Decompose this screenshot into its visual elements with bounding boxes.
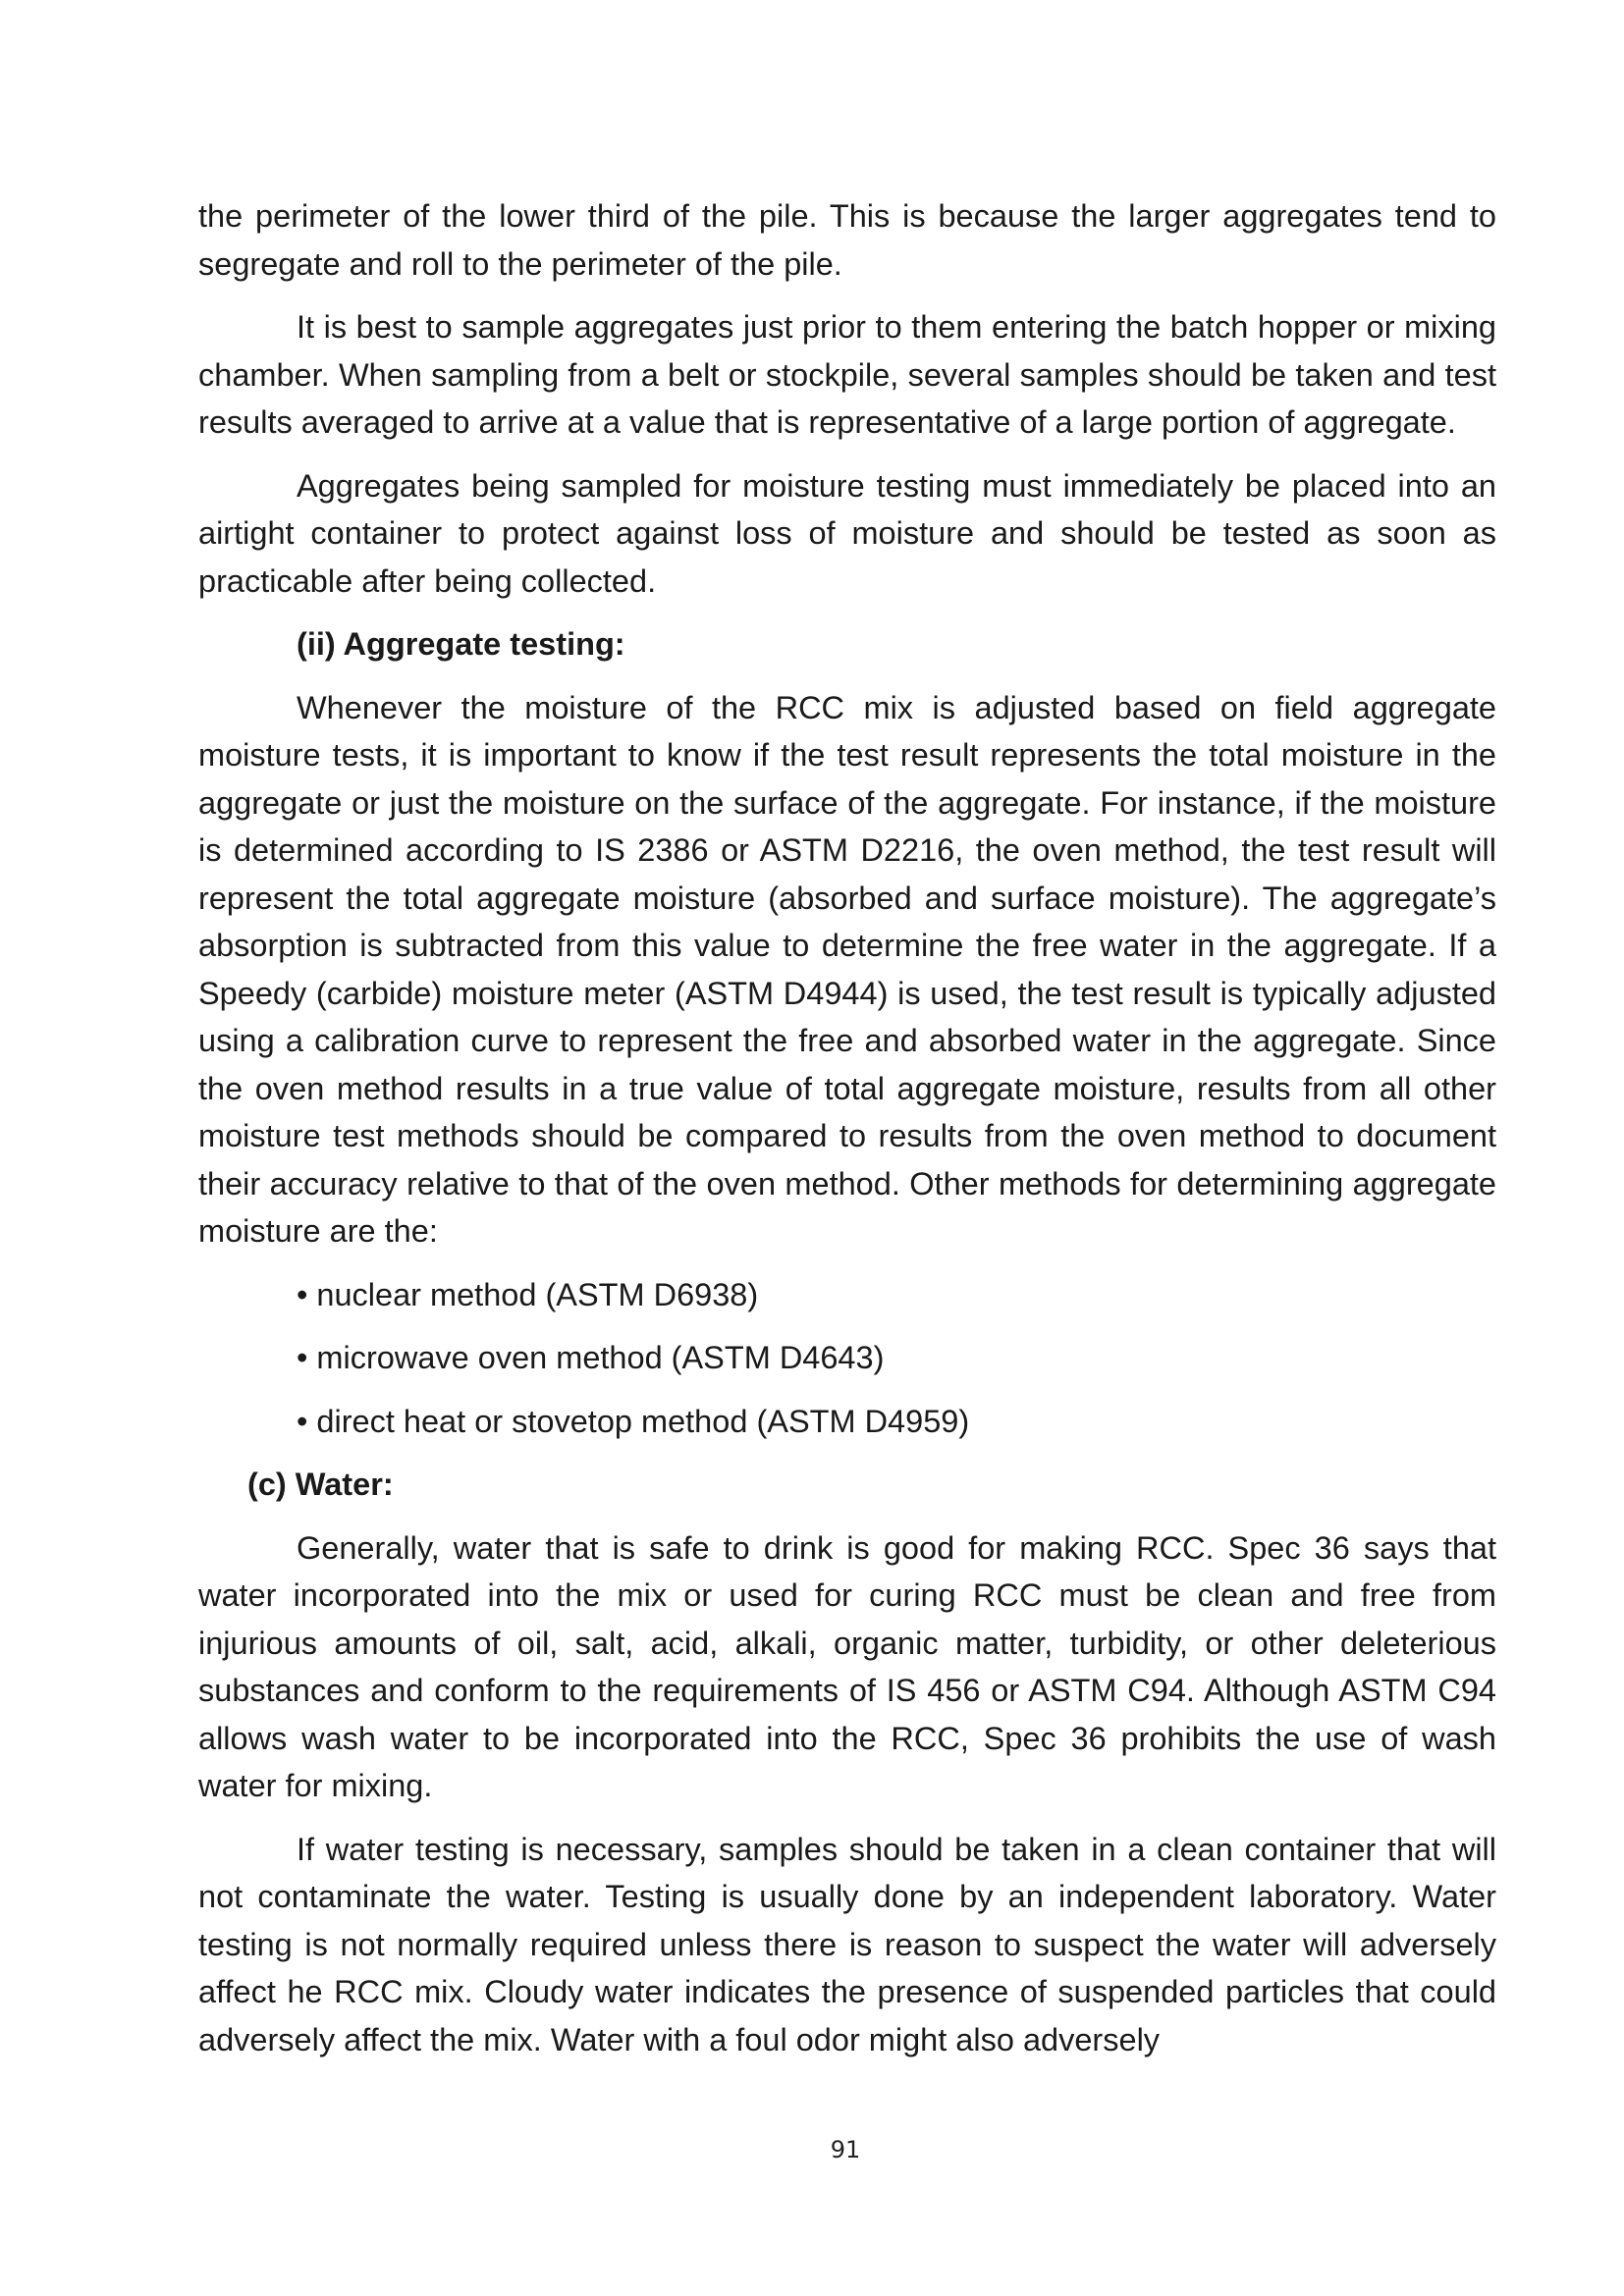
list-item: • direct heat or stovetop method (ASTM D4959) (297, 1403, 970, 1439)
list-item: • microwave oven method (ASTM D4643) (297, 1340, 885, 1375)
paragraph-sampling-timing: It is best to sample aggregates just prior to them entering the batch hopper or mixing chamber. When sampling from a belt or stockpile, several samples should be taken and test results averaged to arrive at a value that is representative of a large portion of aggregate. (198, 309, 1496, 440)
paragraph-water-quality: Generally, water that is safe to drink is good for making RCC. Spec 36 says that water incorporated into the mix or used for curing RCC must be clean and free from injurious amounts of oil, salt, acid, alkali, organic matter, turbidity, or other deleterious substances and conform to the requirements of IS 456 or ASTM C94. Although ASTM C94 allows wash water to be incorporated into the RCC, Spec 36 prohibits the use of wash water for mixing. (198, 1529, 1496, 1803)
heading-water: (c) Water: (247, 1467, 394, 1502)
document-page (198, 192, 1496, 2079)
page-number: 91 (830, 2136, 861, 2163)
list-item: • nuclear method (ASTM D6938) (297, 1276, 759, 1312)
paragraph-aggregate-moisture: Whenever the moisture of the RCC mix is adjusted based on field aggregate moisture tests, it is important to know if the test result represents the total moisture in the aggregate or just the moisture on the surface of the aggregate. For instance, if the moisture is determined according to IS 2386 or ASTM D2216, the oven method, the test result will represent the total aggregate moisture (absorbed and surface moisture). The aggregate’s absorption is subtracted from this value to determine the free water in the aggregate. If a Speedy (carbide) moisture meter (ASTM D4944) is used, the test result is typically adjusted using a calibration curve to represent the free and absorbed water in the aggregate. Since the oven method results in a true value of total aggregate moisture, results from all other moisture test methods should be compared to results from the oven method to document their accuracy relative to that of the oven method. Other methods for determining aggregate moisture are the: (198, 689, 1496, 1249)
paragraph-water-testing: If water testing is necessary, samples should be taken in a clean container that will not contaminate the water. Testing is usually done by an independent laboratory. Water testing is not normally required unless there is reason to suspect the water will adversely affect he RCC mix. Cloudy water indicates the presence of suspended particles that could adversely affect the mix. Water with a foul odor might also adversely (198, 1831, 1496, 2057)
moisture-methods-list (198, 1271, 1496, 1446)
paragraph-airtight-container: Aggregates being sampled for moisture testing must immediately be placed into an airtight container to protect against loss of moisture and should be tested as soon as practicable after being collected. (198, 467, 1496, 599)
paragraph-pile-perimeter: the perimeter of the lower third of the pile. This is because the larger aggregates tend to segregate and roll to the perimeter of the pile. (198, 198, 1496, 282)
heading-aggregate-testing: (ii) Aggregate testing: (297, 626, 625, 662)
